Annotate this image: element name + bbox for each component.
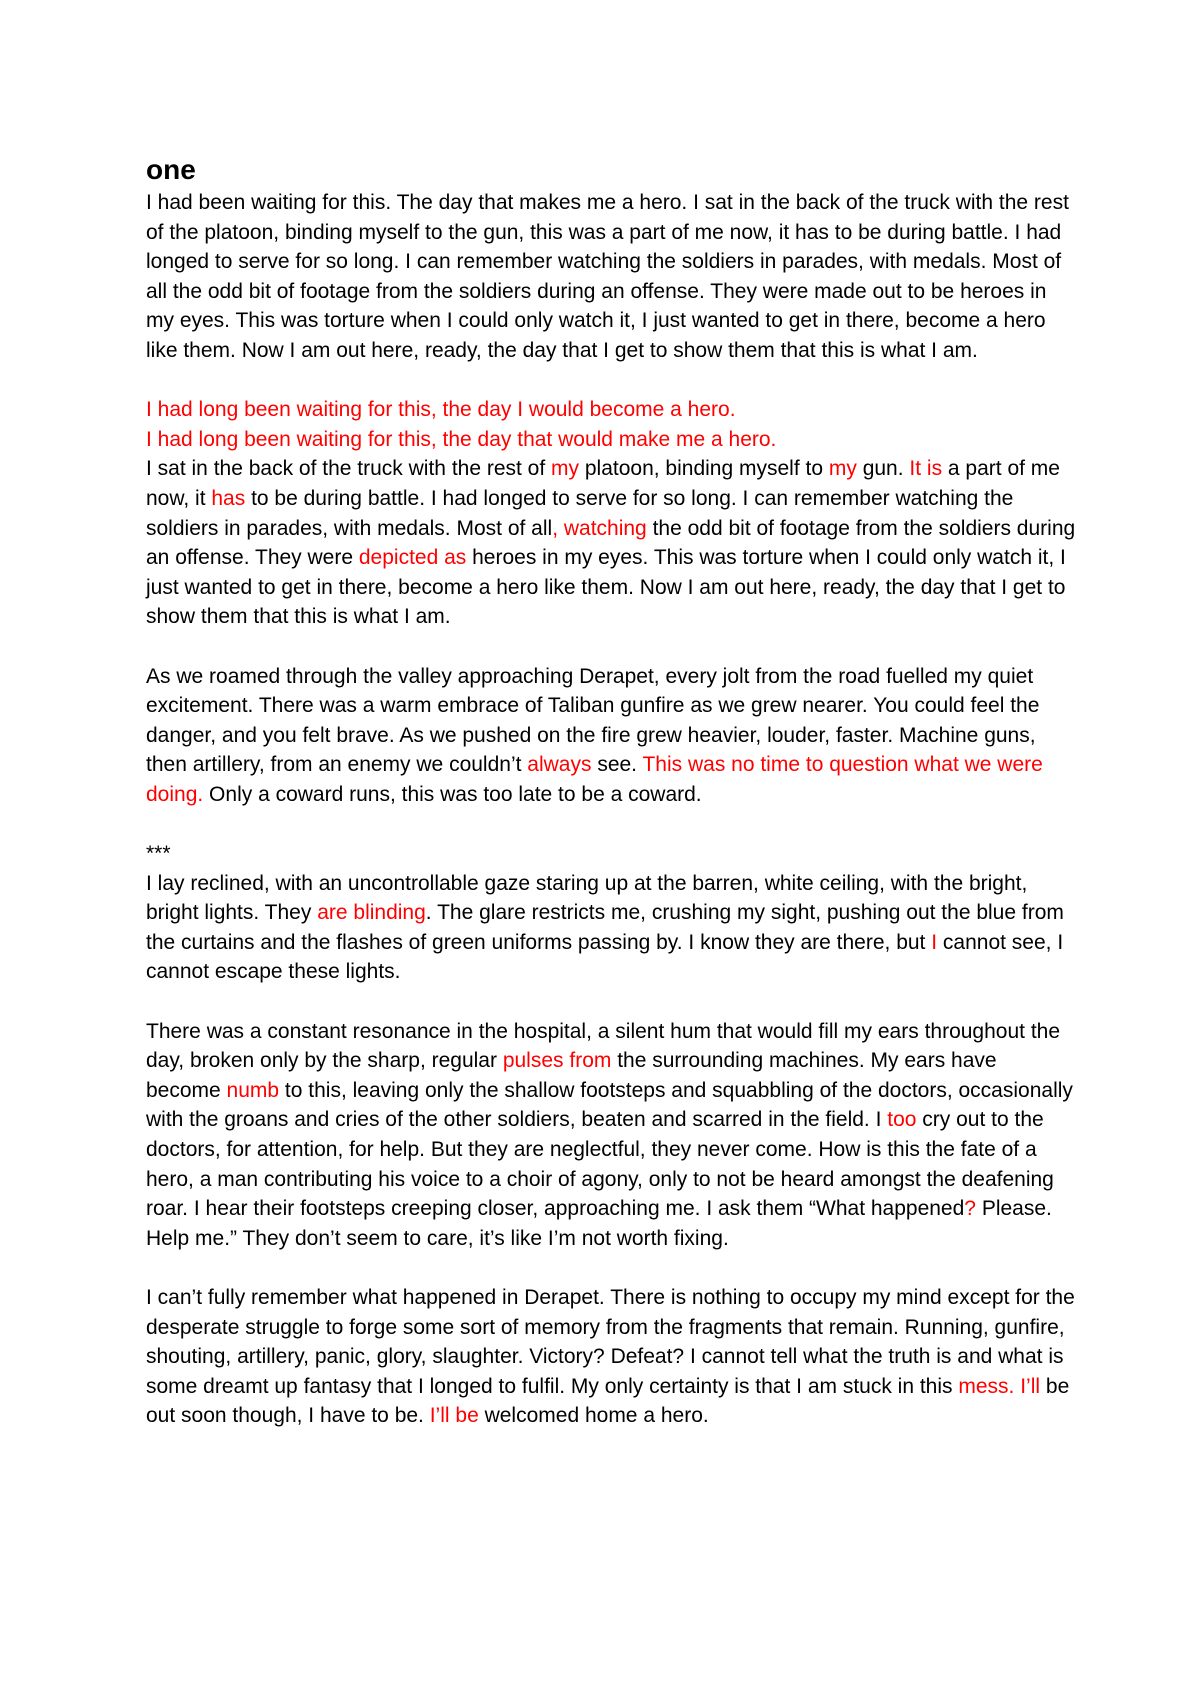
body-text: cry out to the doctors, for attention, for help. But they are neglectful, they never come. How is this the fate of a hero, a man contributing his voice to a choir of agony, only to not be heard amongst the deafening roar. I hear their footsteps creeping closer, approaching me. I ask them “What happened [146,1108,1054,1221]
body-text: heroes in my eyes. This was torture when I could only watch it, I just wanted to get in there, become a hero like them. Now I am out here, ready, the day that I get to show them that this is what I am. [146,546,1066,629]
paragraph-draft-intro [146,188,1076,366]
body-text: There was a constant resonance in the hospital, a silent hum that would fill my ears throughout the day, broken only by the sharp, regular [146,1019,1061,1073]
revision-text: pulses from [502,1049,612,1073]
body-text: to be during battle. I had longed to serve for so long. I can remember watching the soldiers in parades, with medals. Most of all [146,486,1014,540]
body-text: I sat in the back of the truck with the rest of [146,457,552,481]
body-text: platoon, binding myself to [579,457,829,481]
paragraph-valley [146,662,1076,810]
revision-text: I’ll be [429,1404,479,1428]
revision-text: always [527,753,592,777]
body-text: a part of me now, it [146,457,1060,510]
revision-text: are blinding [317,901,426,925]
body-text: cannot see, I cannot escape these lights. [146,930,1064,984]
revision-text: , watching [552,516,647,540]
body-text: the surrounding machines. My ears have become [146,1049,997,1102]
revision-text: depicted as [358,546,467,570]
revision-text: This was no time to question what we were doing. [146,753,1043,806]
paragraph-revision-line-2 [146,425,1076,455]
document-body [146,188,1076,1431]
body-text: be out soon though, I have to be. [146,1374,1070,1428]
revision-text: numb [226,1078,280,1102]
revision-text: I had long been waiting for this, the day that would make me a hero. [146,427,777,451]
paragraph-separator [146,839,1076,869]
revision-text: my [828,457,857,481]
document-page [146,152,1076,1461]
revision-text: I had long been waiting for this, the day I would become a hero. [146,398,736,422]
body-text: to this, leaving only the shallow footsteps and squabbling of the doctors, occasionally with the groans and cries of the other soldiers, beaten and scarred in the field. I [146,1078,1073,1132]
body-text: I had been waiting for this. The day that makes me a hero. I sat in the back of the truck with the rest of the platoon, binding myself to the gun, this was a part of me now, it has to be during battle. I had longed to serve for so long. I can remember watching the soldiers in parades, with medals. Most of all the odd bit of footage from the soldiers during an offense. They were made out to be heroes in my eyes. This was torture when I could only watch it, I just wanted to get in there, become a hero like them. Now I am out here, ready, the day that I get to show them that this is what I am. [146,191,1069,362]
revision-text: too [887,1108,917,1132]
revision-text: my [551,457,580,481]
paragraph-hospital-lights [146,869,1076,987]
revision-text: mess. I’ll [958,1374,1041,1398]
revision-text: It is [909,457,943,481]
paragraph-hospital-sound [146,1017,1076,1254]
revision-text: ? [964,1197,976,1221]
revision-text: has [211,486,246,510]
body-text: see. [591,753,643,777]
paragraph-memory [146,1283,1076,1431]
body-text: I lay reclined, with an uncontrollable gaze staring up at the barren, white ceiling, with the bright, bright lights. They [146,871,1028,925]
body-text: I can’t fully remember what happened in Derapet. There is nothing to occupy my mind except for the desperate struggle to forge some sort of memory from the fragments that remain. Running, gunfire, shouting, artillery, panic, glory, slaughter. Victory? Defeat? I cannot tell what the truth is and what is some dreamt up fantasy that I longed to fulfil. My only certainty is that I am stuck in this [146,1285,1075,1398]
paragraph-revision-body [146,454,1076,632]
paragraph-revision-line-1 [146,395,1076,425]
body-text: welcomed home a hero. [478,1404,709,1428]
body-text: *** [146,842,171,866]
body-text: . The glare restricts me, crushing my sight, pushing out the blue from the curtains and the flashes of green uniforms passing by. I know they are there, but [146,901,1064,954]
chapter-heading: one [146,154,196,185]
body-text: the odd bit of footage from the soldiers during an offense. They were [146,516,1076,570]
body-text: Please. Help me.” They don’t seem to care, it’s like I’m not worth fixing. [146,1197,1052,1250]
body-text: As we roamed through the valley approaching Derapet, every jolt from the road fuelled my quiet excitement. There was a warm embrace of Taliban gunfire as we grew nearer. You could feel the danger, and you felt brave. As we pushed on the fire grew heavier, louder, faster. Machine guns, then artillery, from an enemy we couldn’t [146,664,1040,777]
revision-text: I [931,930,938,954]
body-text: Only a coward runs, this was too late to be a coward. [203,782,702,806]
body-text: gun. [856,457,910,481]
